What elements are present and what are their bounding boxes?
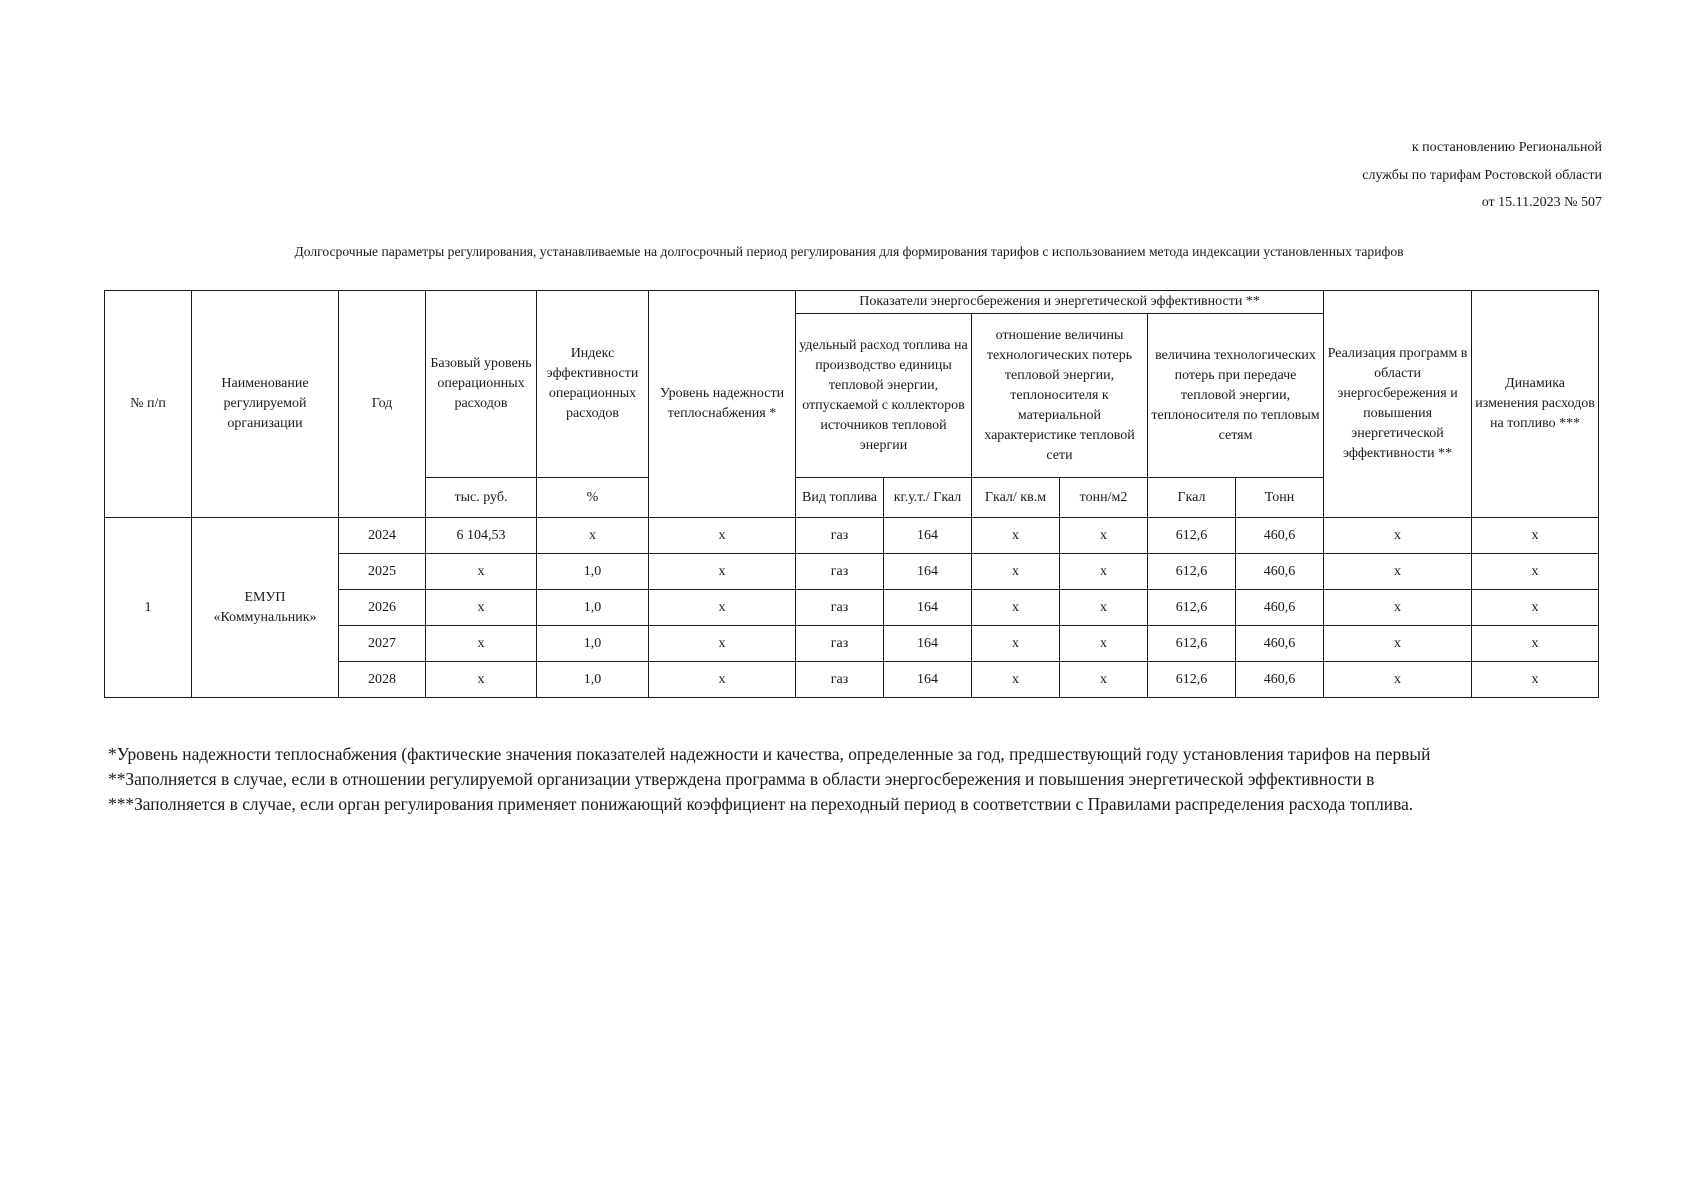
header-fuel-dynamics: Динамика изменения расходов на топливо *** bbox=[1472, 291, 1599, 518]
parameters-table bbox=[104, 290, 1599, 698]
header-reliability: Уровень надежности теплоснабжения * bbox=[649, 291, 796, 518]
cell-year: 2027 bbox=[339, 626, 426, 662]
footnote-fuel-dynamics: ***Заполняется в случае, если орган регулирования применяет понижающий коэффициент на переходный период в соответствии с Правилами распределения расхода топлива. bbox=[108, 794, 1414, 814]
cell-index: х bbox=[537, 518, 649, 554]
approval-header bbox=[1362, 134, 1602, 217]
cell-base: 6 104,53 bbox=[426, 518, 537, 554]
unit-fuel-rate: кг.у.т./ Гкал bbox=[884, 478, 972, 518]
cell-programs: х bbox=[1324, 626, 1472, 662]
cell-loss-value-heat: 612,6 bbox=[1148, 518, 1236, 554]
cell-dynamics: х bbox=[1472, 626, 1599, 662]
cell-year: 2024 bbox=[339, 518, 426, 554]
cell-loss-value-mass: 460,6 bbox=[1236, 518, 1324, 554]
cell-year: 2025 bbox=[339, 554, 426, 590]
cell-loss-value-heat: 612,6 bbox=[1148, 590, 1236, 626]
cell-programs: х bbox=[1324, 662, 1472, 698]
cell-fuel: газ bbox=[796, 554, 884, 590]
cell-loss-ratio-heat: х bbox=[972, 554, 1060, 590]
approval-line-2: службы по тарифам Ростовской области bbox=[1362, 167, 1602, 183]
cell-loss-value-heat: 612,6 bbox=[1148, 626, 1236, 662]
cell-fuel: газ bbox=[796, 626, 884, 662]
unit-loss-value-heat: Гкал bbox=[1148, 478, 1236, 518]
cell-fuel: газ bbox=[796, 518, 884, 554]
cell-year: 2026 bbox=[339, 590, 426, 626]
cell-base: х bbox=[426, 662, 537, 698]
header-org: Наименование регулируемой организации bbox=[192, 291, 339, 518]
cell-loss-ratio-heat: х bbox=[972, 518, 1060, 554]
cell-base: х bbox=[426, 590, 537, 626]
cell-reliability: х bbox=[649, 554, 796, 590]
cell-loss-ratio-mass: х bbox=[1060, 662, 1148, 698]
footnotes bbox=[108, 742, 1688, 817]
header-num: № п/п bbox=[105, 291, 192, 518]
cell-fuel-rate: 164 bbox=[884, 590, 972, 626]
header-loss-ratio: отношение величины технологических потерь тепловой энергии, теплоносителя к материальной характеристике тепловой сети bbox=[972, 314, 1148, 478]
cell-fuel: газ bbox=[796, 662, 884, 698]
org-number: 1 bbox=[105, 518, 192, 698]
header-year: Год bbox=[339, 291, 426, 518]
cell-dynamics: х bbox=[1472, 554, 1599, 590]
cell-base: х bbox=[426, 626, 537, 662]
cell-loss-value-mass: 460,6 bbox=[1236, 554, 1324, 590]
header-efficiency-index: Индекс эффективности операционных расходов bbox=[537, 291, 649, 478]
cell-index: 1,0 bbox=[537, 626, 649, 662]
footnote-programs: **Заполняется в случае, если в отношении регулируемой организации утверждена программа в области энергосбережения и повышения энергетической эффективности в bbox=[108, 769, 1375, 789]
approval-line-1: к постановлению Региональной bbox=[1411, 140, 1602, 155]
unit-loss-ratio-heat: Гкал/ кв.м bbox=[972, 478, 1060, 518]
cell-loss-value-mass: 460,6 bbox=[1236, 626, 1324, 662]
header-programs: Реализация программ в области энергосбережения и повышения энергетической эффективности ** bbox=[1324, 291, 1472, 518]
cell-reliability: х bbox=[649, 590, 796, 626]
cell-index: 1,0 bbox=[537, 554, 649, 590]
cell-index: 1,0 bbox=[537, 662, 649, 698]
cell-fuel-rate: 164 bbox=[884, 518, 972, 554]
cell-loss-ratio-heat: х bbox=[972, 590, 1060, 626]
cell-fuel-rate: 164 bbox=[884, 554, 972, 590]
header-energy-indicators: Показатели энергосбережения и энергетической эффективности ** bbox=[796, 291, 1324, 314]
cell-programs: х bbox=[1324, 554, 1472, 590]
cell-loss-value-heat: 612,6 bbox=[1148, 554, 1236, 590]
cell-loss-ratio-mass: х bbox=[1060, 590, 1148, 626]
cell-loss-ratio-mass: х bbox=[1060, 554, 1148, 590]
cell-reliability: х bbox=[649, 518, 796, 554]
cell-base: х bbox=[426, 554, 537, 590]
header-base-opex: Базовый уровень операционных расходов bbox=[426, 291, 537, 478]
table-row bbox=[105, 518, 1599, 554]
unit-index: % bbox=[537, 478, 649, 518]
org-name: ЕМУП «Коммунальник» bbox=[192, 518, 339, 698]
cell-fuel-rate: 164 bbox=[884, 626, 972, 662]
cell-loss-value-mass: 460,6 bbox=[1236, 662, 1324, 698]
cell-programs: х bbox=[1324, 518, 1472, 554]
cell-dynamics: х bbox=[1472, 662, 1599, 698]
document-title: Долгосрочные параметры регулирования, устанавливаемые на долгосрочный период регулирования для формирования тарифов с использованием метода индексации установленных тарифов bbox=[294, 244, 1404, 259]
cell-loss-ratio-mass: х bbox=[1060, 518, 1148, 554]
unit-loss-value-mass: Тонн bbox=[1236, 478, 1324, 518]
unit-base: тыс. руб. bbox=[426, 478, 537, 518]
cell-loss-ratio-mass: х bbox=[1060, 626, 1148, 662]
header-loss-value: величина технологических потерь при передаче тепловой энергии, теплоносителя по тепловым сетям bbox=[1148, 314, 1324, 478]
cell-reliability: х bbox=[649, 662, 796, 698]
cell-loss-ratio-heat: х bbox=[972, 626, 1060, 662]
cell-dynamics: х bbox=[1472, 518, 1599, 554]
cell-loss-value-heat: 612,6 bbox=[1148, 662, 1236, 698]
cell-reliability: х bbox=[649, 626, 796, 662]
cell-dynamics: х bbox=[1472, 590, 1599, 626]
header-fuel-rate: удельный расход топлива на производство единицы тепловой энергии, отпускаемой с коллекторов источников тепловой энергии bbox=[796, 314, 972, 478]
cell-index: 1,0 bbox=[537, 590, 649, 626]
approval-line-3: от 15.11.2023 № 507 bbox=[1481, 195, 1602, 210]
cell-loss-value-mass: 460,6 bbox=[1236, 590, 1324, 626]
cell-programs: х bbox=[1324, 590, 1472, 626]
unit-fuel-type: Вид топлива bbox=[796, 478, 884, 518]
cell-year: 2028 bbox=[339, 662, 426, 698]
footnote-reliability: *Уровень надежности теплоснабжения (фактические значения показателей надежности и качества, определенные за год, предшествующий году установления тарифов на первый bbox=[108, 744, 1431, 764]
cell-loss-ratio-heat: х bbox=[972, 662, 1060, 698]
cell-fuel: газ bbox=[796, 590, 884, 626]
unit-loss-ratio-mass: тонн/м2 bbox=[1060, 478, 1148, 518]
cell-fuel-rate: 164 bbox=[884, 662, 972, 698]
